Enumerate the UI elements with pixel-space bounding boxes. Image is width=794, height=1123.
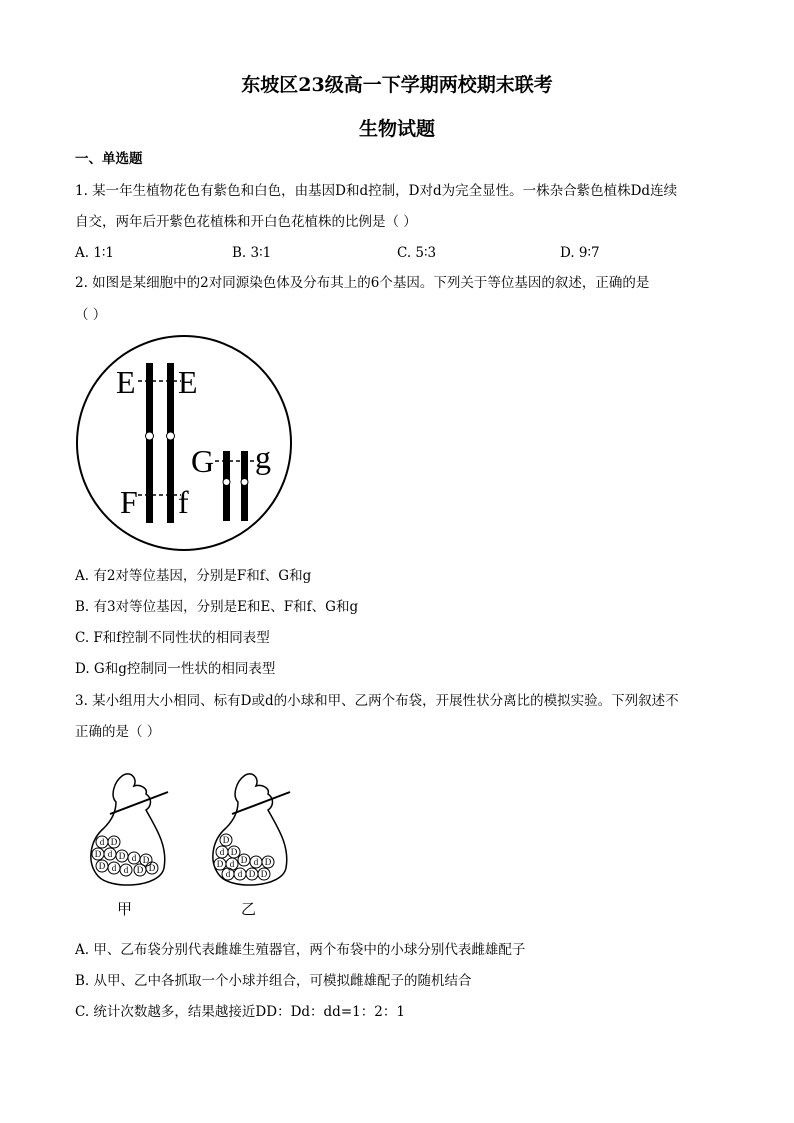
centromere-1a [146, 432, 154, 440]
ball-label: D [94, 849, 102, 859]
bag-jia-label: 甲 [117, 900, 133, 918]
ball-label: d [219, 847, 225, 857]
ball-label: d [123, 865, 129, 875]
bag-yi-label: 乙 [241, 900, 257, 918]
gene-label-g: g [255, 439, 271, 475]
centromere-1b [167, 432, 175, 440]
q1-option-a: A. 1∶1 [75, 245, 115, 261]
ball-label: D [230, 847, 238, 857]
page-title: 东坡区23级高一下学期两校期末联考 [241, 74, 553, 96]
ball-label: D [148, 863, 156, 873]
ball-label: D [264, 857, 272, 867]
q3-stem-line1: 3. 某小组用大小相同、标有D或d的小球和甲、乙两个布袋，开展性状分离比的模拟实验。下列叙述不 [75, 693, 679, 709]
ball-label: D [142, 855, 150, 865]
q1-option-c: C. 5∶3 [397, 245, 437, 261]
centromere-2b [241, 479, 248, 486]
ball-label: d [107, 849, 113, 859]
gene-label-f: f [178, 484, 189, 520]
ball-label: D [240, 855, 248, 865]
chromosome-figure [74, 335, 294, 555]
gene-label-F: F [120, 484, 138, 520]
ball-label: D [222, 835, 230, 845]
bag-yi-figure [204, 768, 294, 893]
ball-label: D [98, 861, 106, 871]
q1-stem-line1: 1. 某一年生植物花色有紫色和白色，由基因D和d控制，D对d为完全显性。一株杂合紫色植株Dd连续 [75, 183, 678, 199]
ball-label: D [260, 869, 268, 879]
q1-option-d: D. 9∶7 [560, 245, 600, 261]
ball-label: D [136, 865, 144, 875]
ball-label: d [253, 857, 259, 867]
q3-option-a: A. 甲、乙布袋分别代表雌雄生殖器官，两个布袋中的小球分别代表雌雄配子 [75, 942, 526, 958]
ball-label: D [216, 859, 224, 869]
gene-label-E-right: E [178, 364, 198, 400]
ball-label: d [229, 859, 235, 869]
q2-option-b: B. 有3对等位基因，分别是E和E、F和f、G和g [75, 599, 359, 615]
q3-option-b: B. 从甲、乙中各抓取一个小球并组合，可模拟雌雄配子的随机结合 [75, 973, 472, 989]
q2-option-d: D. G和g控制同一性状的相同表型 [75, 661, 276, 677]
page-subtitle: 生物试题 [358, 118, 435, 140]
q2-option-c: C. F和f控制不同性状的相同表型 [75, 630, 270, 646]
ball-label: d [225, 869, 231, 879]
centromere-2a [223, 479, 230, 486]
q1-stem-line2: 自交，两年后开紫色花植株和开白色花植株的比例是（ ） [75, 214, 417, 230]
gene-label-E-left: E [116, 364, 136, 400]
q2-stem-line2: （ ） [75, 307, 107, 323]
ball-label: D [248, 869, 256, 879]
bag-yi-string [232, 792, 290, 814]
q2-stem-line1: 2. 如图是某细胞中的2对同源染色体及分布其上的6个基因。下列关于等位基因的叙述，正确的是 [75, 275, 650, 291]
ball-label: D [110, 837, 118, 847]
ball-label: d [131, 853, 137, 863]
q1-option-b: B. 3∶1 [232, 245, 272, 261]
ball-label: d [237, 869, 243, 879]
q3-option-c: C. 统计次数越多，结果越接近DD：Dd：dd=1：2：1 [75, 1004, 405, 1020]
bag-jia-figure [82, 768, 172, 893]
gene-label-G: G [191, 443, 215, 479]
chromosome-1a [146, 363, 153, 523]
ball-label: d [99, 837, 105, 847]
section-heading: 一、单选题 [75, 151, 143, 167]
ball-label: D [118, 851, 126, 861]
q2-option-a: A. 有2对等位基因，分别是F和f、G和g [75, 568, 312, 584]
chromosome-1b [167, 363, 174, 523]
q3-stem-line2: 正确的是（ ） [75, 724, 161, 740]
ball-label: d [111, 863, 117, 873]
bag-jia-string [110, 792, 168, 814]
